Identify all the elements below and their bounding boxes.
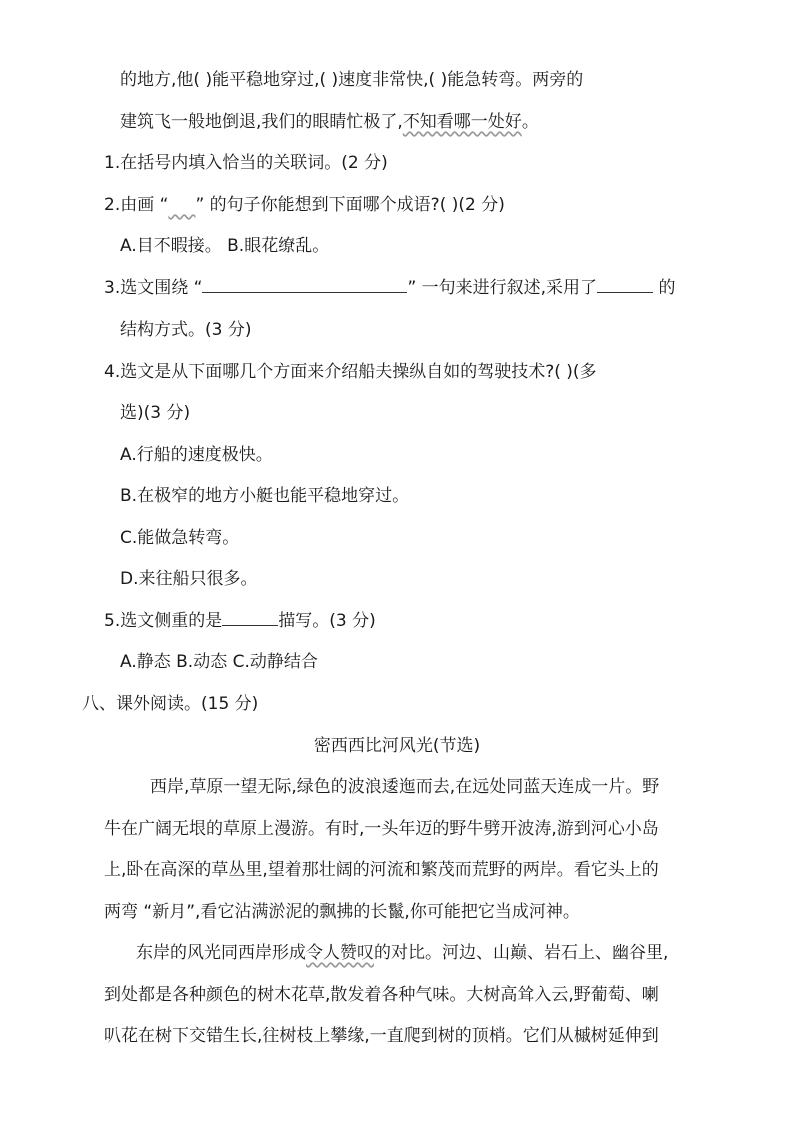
answer-blank-structure[interactable]: [597, 276, 653, 293]
question-2-start: 2.由画 “: [104, 195, 169, 215]
passage-line-2-text: 建筑飞一般地倒退,我们的眼睛忙极了,: [120, 112, 403, 132]
paragraph-2-text-c: 的对比。河边、山巅、岩石上、幽谷里,: [374, 943, 669, 963]
paragraph-1-line-1: 西岸,草原一望无际,绿色的波浪逶迤而去,在远处同蓝天连成一片。野: [150, 777, 660, 797]
question-4-option-a: A.行船的速度极快。: [120, 445, 273, 465]
passage-title: 密西西比河风光(节选): [313, 736, 481, 756]
paragraph-1-line-3: 上,卧在高深的草丛里,望着那壮阔的河流和繁茂而荒野的两岸。看它头上的: [104, 860, 659, 880]
question-2-options: A.目不暇接。 B.眼花缭乱。: [120, 236, 330, 256]
answer-blank-sentence[interactable]: [202, 276, 407, 293]
question-4-option-c: C.能做急转弯。: [120, 528, 240, 548]
question-5-start: 5.选文侧重的是: [104, 611, 223, 631]
question-4-option-b: B.在极窄的地方小艇也能平稳地穿过。: [120, 486, 410, 506]
question-3-line-2: 结构方式。(3 分): [120, 320, 252, 340]
question-2-end: ” 的句子你能想到下面哪个成语?( )(2 分): [195, 195, 505, 215]
paragraph-1-line-2: 牛在广阔无垠的草原上漫游。有时,一头年迈的野牛劈开波涛,游到河心小岛: [104, 819, 659, 839]
question-4: 4.选文是从下面哪几个方面来介绍船夫操纵自如的驾驶技术?( )(多: [104, 362, 597, 382]
question-4-line-2: 选)(3 分): [120, 403, 191, 423]
question-5-options: A.静态 B.动态 C.动静结合: [120, 652, 318, 672]
paragraph-2-line-2: 到处都是各种颜色的树木花草,散发着各种气味。大树高耸入云,野葡萄、喇: [104, 985, 659, 1005]
passage-line-2-end: 。: [521, 112, 539, 132]
question-3-mid: ” 一句来进行叙述,采用了: [407, 278, 598, 298]
passage-line-2: [120, 110, 539, 134]
answer-blank-description[interactable]: [222, 609, 278, 626]
question-5: [104, 609, 376, 633]
question-3: [104, 276, 675, 300]
paragraph-2-line-3: 叭花在树下交错生长,往树枝上攀缘,一直爬到树的顶梢。它们从槭树延伸到: [104, 1026, 659, 1046]
paragraph-1-line-4: 两弯 “新月”,看它沾满淤泥的飘拂的长鬣,你可能把它当成河神。: [104, 902, 580, 922]
wavy-mark-sample: [168, 195, 195, 215]
question-4-option-d: D.来往船只很多。: [120, 569, 258, 589]
paragraph-2-text-a: 东岸的风光同西岸形成: [136, 943, 306, 963]
question-3-end: 的: [653, 278, 676, 298]
underlined-phrase: 令人赞叹: [306, 943, 374, 963]
question-3-start: 3.选文围绕 “: [104, 278, 203, 298]
underlined-sentence: 不知看哪一处好: [402, 112, 522, 132]
question-5-end: 描写。(3 分): [278, 611, 376, 631]
question-2: [104, 193, 505, 217]
passage-line-1: 的地方,他( )能平稳地穿过,( )速度非常快,( )能急转弯。两旁的: [120, 70, 584, 90]
question-1: 1.在括号内填入恰当的关联词。(2 分): [104, 153, 388, 173]
section-heading: 八、课外阅读。(15 分): [82, 694, 259, 714]
paragraph-2-line-1: [136, 941, 668, 965]
